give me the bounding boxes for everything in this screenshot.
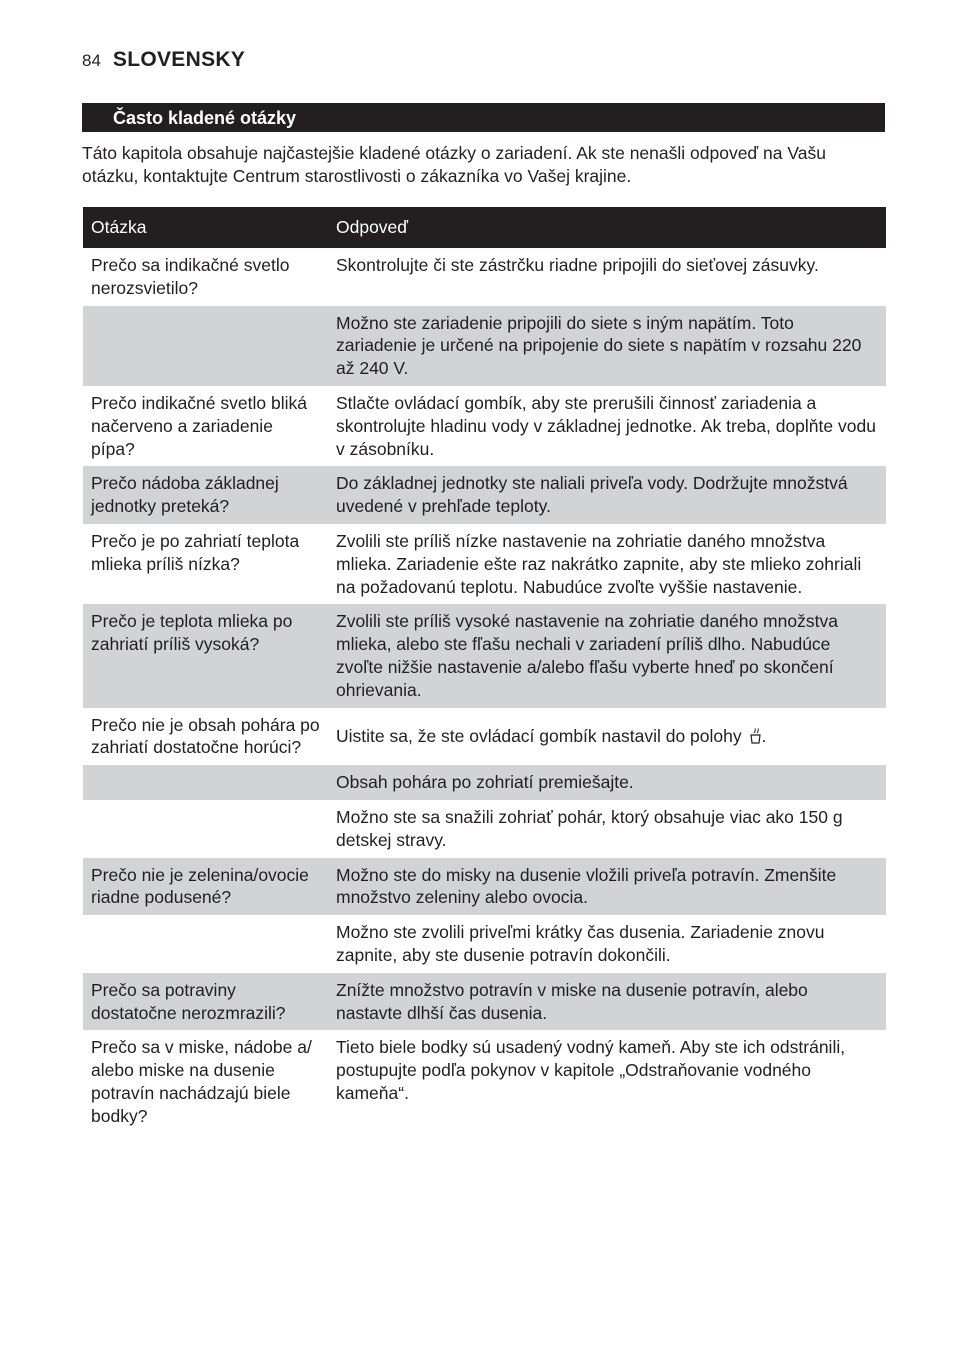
column-header-question: Otázka: [83, 207, 328, 248]
language-title: SLOVENSKY: [112, 48, 246, 71]
table-row: [83, 604, 886, 707]
answer-cell: Zvolili ste príliš vysoké nastavenie na zohriatie daného množstva mlieka, alebo ste fľašu nechali v zariadení príliš dlho. Nabudúce zvoľte nižšie nastavenie a/alebo fľašu vyberte hneď po skončení ohrievania.: [328, 604, 886, 707]
table-row: [83, 708, 886, 766]
question-cell: Prečo sa v miske, nádobe a/ alebo miske na dusenie potravín nachádzajú biele bodky?: [91, 1037, 312, 1126]
answer-text: Uistite sa, že ste ovládací gombík nastavil do polohy: [336, 725, 742, 746]
answer-cell: Obsah pohára po zohriatí premiešajte.: [328, 765, 886, 800]
question-cell: Prečo nádoba základnej jednotky preteká?: [83, 466, 328, 524]
intro-paragraph: Táto kapitola obsahuje najčastejšie kladené otázky o zariadení. Ak ste nenašli odpoveď na Vašu otázku, kontaktujte Centrum starostlivosti o zákazníka vo Vašej krajine.: [82, 143, 826, 186]
question-cell: [83, 915, 328, 973]
page-header: [82, 48, 245, 72]
question-cell: Prečo nie je zelenina/ovocie riadne podusené?: [83, 858, 328, 916]
question-cell: [83, 800, 328, 858]
answer-cell: Zvolili ste príliš nízke nastavenie na zohriatie daného množstva mlieka. Zariadenie ešte raz nakrátko zapnite, aby ste mlieko zohriali na požadovanú teplotu. Nabudúce zvoľte vyššie nastavenie.: [336, 530, 862, 597]
answer-suffix: .: [761, 725, 767, 746]
table-row: [83, 386, 886, 466]
question-cell: Prečo je teplota mlieka po zahriatí príliš vysoká?: [83, 604, 328, 707]
page-number: 84: [82, 51, 101, 70]
table-row: [83, 248, 886, 306]
faq-table: [83, 207, 886, 1134]
question-cell: [83, 306, 328, 386]
table-row: [83, 1030, 886, 1133]
table-header-row: [83, 207, 886, 248]
question-cell: Prečo sa potraviny dostatočne nerozmrazili?: [83, 973, 328, 1031]
answer-cell: Do základnej jednotky ste naliali priveľa vody. Dodržujte množstvá uvedené v prehľade teploty.: [328, 466, 886, 524]
section-title: Často kladené otázky: [82, 103, 885, 132]
table-row: [83, 306, 886, 386]
answer-cell: Možno ste zvolili priveľmi krátky čas dusenia. Zariadenie znovu zapnite, aby ste dusenie potravín dokončili.: [336, 922, 825, 965]
table-row: [83, 800, 886, 858]
answer-cell: Možno ste zariadenie pripojili do siete s iným napätím. Toto zariadenie je určené na pripojenie do siete s napätím v rozsahu 220 až 240 V.: [328, 306, 886, 386]
table-row: [83, 973, 886, 1031]
question-cell: Prečo indikačné svetlo bliká načerveno a zariadenie pípa?: [91, 392, 307, 459]
table-row: [83, 466, 886, 524]
question-cell: [83, 765, 328, 800]
answer-cell: Tieto biele bodky sú usadený vodný kameň. Aby ste ich odstránili, postupujte podľa pokynov v kapitole „Odstraňovanie vodného kameňa“.: [336, 1037, 846, 1103]
table-row: [83, 915, 886, 973]
table-row: [83, 858, 886, 916]
jar-setting-icon: [749, 728, 762, 744]
answer-cell: [328, 708, 886, 766]
question-cell: Prečo sa indikačné svetlo nerozsvietilo?: [91, 255, 290, 298]
answer-cell: Znížte množstvo potravín v miske na dusenie potravín, alebo nastavte dlhší čas dusenia.: [328, 973, 886, 1031]
column-header-answer: Odpoveď: [328, 207, 886, 248]
question-cell: Prečo nie je obsah pohára po zahriatí dostatočne horúci?: [91, 714, 320, 758]
answer-cell: Možno ste do misky na dusenie vložili priveľa potravín. Zmenšite množstvo zeleniny alebo ovocia.: [328, 858, 886, 916]
answer-cell: Skontrolujte či ste zástrčku riadne pripojili do sieťovej zásuvky.: [336, 255, 819, 275]
table-row: [83, 765, 886, 800]
answer-cell: Možno ste sa snažili zohriať pohár, ktorý obsahuje viac ako 150 g detskej stravy.: [336, 806, 843, 850]
table-row: [83, 524, 886, 604]
question-cell: Prečo je po zahriatí teplota mlieka príliš nízka?: [91, 530, 300, 574]
answer-cell: Stlačte ovládací gombík, aby ste prerušili činnosť zariadenia a skontrolujte hladinu vody v základnej jednotke. Ak treba, doplňte vodu v zásobníku.: [336, 392, 876, 459]
